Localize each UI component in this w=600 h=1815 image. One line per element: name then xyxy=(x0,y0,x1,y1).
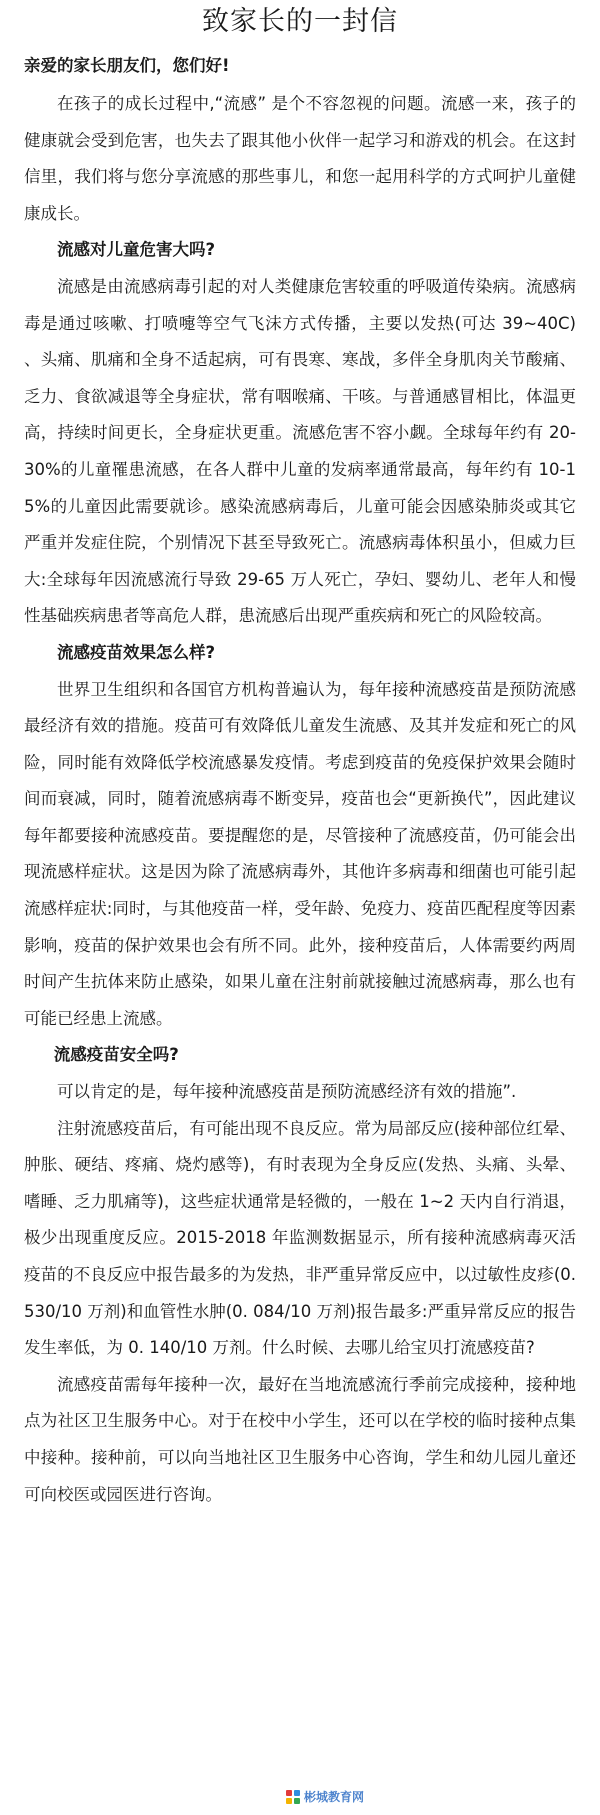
section-body-safety-2: 注射流感疫苗后，有可能出现不良反应。常为局部反应(接种部位红晕、肿胀、硬结、疼痛、烧灼感等)，有时表现为全身反应(发热、头痛、头晕、嗜睡、乏力肌痛等)，这些症状通常是轻微的，一般在 1~2 天内自行消退，极少出现重度反应。2015-2018 年监测数据显示，所有接种流感病毒灭活疫苗的不良反应中报告最多的为发热，非严重异常反应中，以过敏性皮疹(0. 530/10 万剂)和血管性水肿(0. 084/10 万剂)报告最多:严重异常反应的报告发生率低，为 0. 140/10 万剂。什么时候、去哪儿给宝贝打流感疫苗? xyxy=(24,1118,576,1358)
section-heading-harm: 流感对儿童危害大吗? xyxy=(57,240,216,260)
page-title: 致家长的一封信 xyxy=(202,6,398,37)
greeting: 亲爱的家长朋友们，您们好! xyxy=(24,56,230,75)
section-body-harm: 流感是由流感病毒引起的对人类健康危害较重的呼吸道传染病。流感病毒是通过咳嗽、打喷嚏等空气飞沫方式传播，主要以发热(可达 39~40C) 、头痛、肌痛和全身不适起病，可有畏寒、寒战，多伴全身肌肉关节酸痛、乏力、食欲减退等全身症状，常有咽喉痛、干咳。与普通感冒相比，体温更高，持续时间更长，全身症状更重。流感危害不容小觑。全球每年约有 20-30%的儿童罹患流感，在各人群中儿童的发病率通常最高，每年约有 10-15%的儿童因此需要就诊。感染流感病毒后，儿童可能会因感染肺炎或其它严重并发症住院，个别情况下甚至导致死亡。流感病毒体积虽小，但威力巨大:全球每年因流感流行导致 29-65 万人死亡，孕妇、婴幼儿、老年人和慢性基础疾病患者等高危人群，患流感后出现严重疾病和死亡的风险较高。 xyxy=(24,276,576,626)
section-heading-safety: 流感疫苗安全吗? xyxy=(53,1045,179,1065)
watermark xyxy=(286,1790,364,1804)
section-body-effect: 世界卫生组织和各国官方机构普遍认为，每年接种流感疫苗是预防流感最经济有效的措施。疫苗可有效降低儿童发生流感、及其并发症和死亡的风险，同时能有效降低学校流感暴发疫情。考虑到疫苗的免疫保护效果会随时间而衰减，同时，随着流感病毒不断变异，疫苗也会“更新换代”，因此建议每年都要接种流感疫苗。要提醒您的是，尽管接种了流感疫苗，仍可能会出现流感样症状。这是因为除了流感病毒外，其他许多病毒和细菌也可能引起流感样症状:同时，与其他疫苗一样，受年龄、免疫力、疫苗匹配程度等因素影响，疫苗的保护效果也会有所不同。此外，接种疫苗后，人体需要约两周时间产生抗体来防止感染，如果儿童在注射前就接触过流感病毒，那么也有可能已经患上流感。 xyxy=(24,679,576,1028)
section-heading-effect: 流感疫苗效果怎么样? xyxy=(57,642,216,662)
intro-paragraph: 在孩子的成长过程中,“流感” 是个不容忽视的问题。流感一来，孩子的健康就会受到危害，也失去了跟其他小伙伴一起学习和游戏的机会。在这封信里，我们将与您分享流感的那些事儿，和您一起用科学的方式呵护儿童健康成长。 xyxy=(24,94,576,223)
four-square-logo-icon xyxy=(286,1790,300,1804)
section-body-safety-1: 可以肯定的是，每年接种流感疫苗是预防流感经济有效的措施”. xyxy=(57,1082,517,1102)
watermark-text: 彬城教育网 xyxy=(304,1790,365,1804)
section-body-safety-3: 流感疫苗需每年接种一次，最好在当地流感流行季前完成接种，接种地点为社区卫生服务中心。对于在校中小学生，还可以在学校的临时接种点集中接种。接种前，可以向当地社区卫生服务中心咨询，学生和幼儿园儿童还可向校医或园医进行咨询。 xyxy=(24,1374,576,1504)
